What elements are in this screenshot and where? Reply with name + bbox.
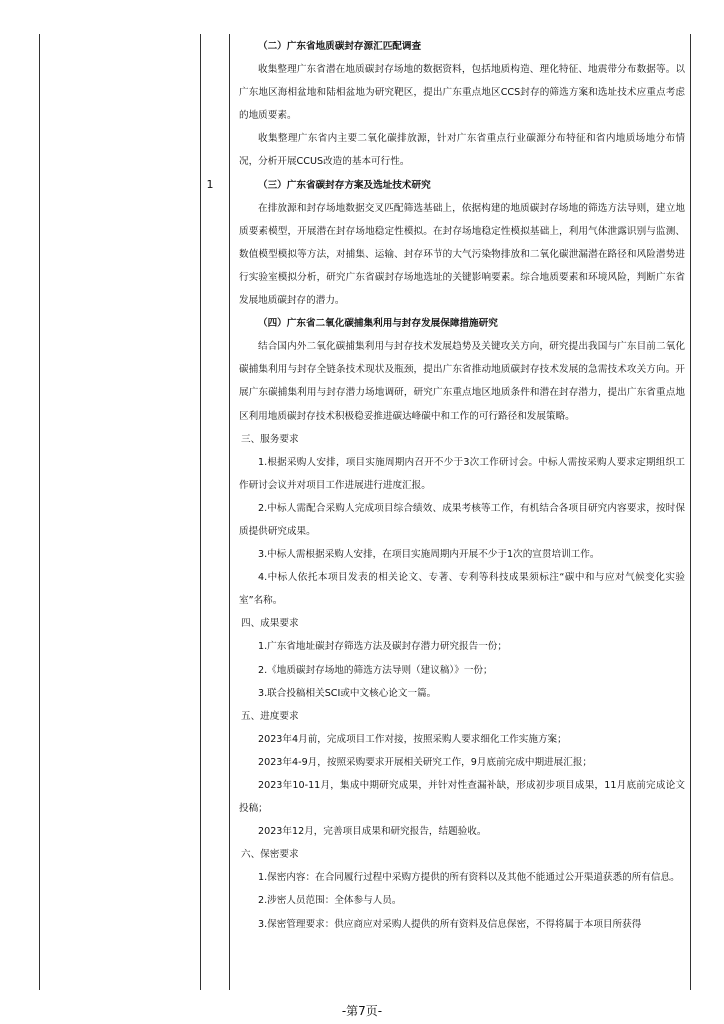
paragraph: 2.涉密人员范围：全体参与人员。 — [258, 895, 402, 907]
document-content — [239, 35, 685, 936]
table-border-right — [690, 34, 691, 990]
paragraph: 2023年10-11月，集成中期研究成果，并针对性查漏补缺，形成初步项目成果，11月底前完成论文投稿； — [239, 780, 685, 815]
paragraph: 2.中标人需配合采购人完成项目综合绩效、成果考核等工作，有机结合各项目研究内容要求，按时保质提供研究成果。 — [239, 502, 685, 537]
section-heading: 六、保密要求 — [241, 849, 299, 861]
paragraph: 结合国内外二氧化碳捕集利用与封存技术发展趋势及关键攻关方向，研究提出我国与广东目前二氧化碳捕集利用与封存全链条技术现状及瓶颈，提出广东省推动地质碳封存技术发展的急需技术攻关方向。开展广东碳捕集利用与封存潜力场地调研，研究广东重点地区地质条件和潜在封存潜力，提出广东省重点地区利用地质碳封存技术积极稳妥推进碳达峰碳中和工作的可行路径和发展策略。 — [239, 341, 685, 422]
paragraph: 3.中标人需根据采购人安排，在项目实施周期内开展不少于1次的宣贯培训工作。 — [258, 549, 600, 561]
paragraph: 2.《地质碳封存场地的筛选方法导则（建议稿）》一份； — [258, 664, 493, 676]
section-heading: 五、进度要求 — [241, 710, 299, 722]
table-divider-2 — [229, 34, 230, 990]
paragraph: 在排放源和封存场地数据交叉匹配筛选基础上，依据构建的地质碳封存场地的筛选方法导则，建立地质要素模型，开展潜在封存场地稳定性模拟。在封存场地稳定性模拟基础上，利用气体泄露识别与监测、数值模型模拟等方法，对捕集、运输、封存环节的大气污染物排放和二氧化碳泄漏潜在路径和风险潜势进行实验室模拟分析，研究广东省碳封存场地选址的关键影响要素。综合地质要素和环境风险，判断广东省发展地质碳封存的潜力。 — [239, 202, 685, 307]
paragraph: 3.保密管理要求：供应商应对采购人提供的所有资料及信息保密，不得将属于本项目所获得 — [258, 918, 642, 930]
subsection-heading: （三）广东省碳封存方案及选址技术研究 — [258, 179, 431, 191]
paragraph: 1.保密内容：在合同履行过程中采购方提供的所有资料以及其他不能通过公开渠道获悉的所有信息。 — [258, 872, 680, 884]
subsection-heading: （四）广东省二氧化碳捕集利用与封存发展保障措施研究 — [258, 318, 498, 330]
paragraph: 4.中标人依托本项目发表的相关论文、专著、专利等科技成果须标注“碳中和与应对气候变化实验室”名称。 — [239, 572, 685, 607]
paragraph: 2023年12月，完善项目成果和研究报告，结题验收。 — [258, 826, 487, 838]
paragraph: 2023年4-9月，按照采购要求开展相关研究工作，9月底前完成中期进展汇报； — [258, 756, 593, 768]
section-heading: 三、服务要求 — [241, 433, 299, 445]
paragraph: 收集整理广东省内主要二氧化碳排放源，针对广东省重点行业碳源分布特征和省内地质场地分布情况，分析开展CCUS改造的基本可行性。 — [239, 133, 685, 168]
subsection-heading: （二）广东省地质碳封存源汇匹配调查 — [258, 41, 422, 52]
row-number: 1 — [206, 178, 214, 191]
table-border-left — [39, 34, 40, 990]
paragraph: 2023年4月前，完成项目工作对接，按照采购人要求细化工作实施方案； — [258, 733, 567, 745]
paragraph: 收集整理广东省潜在地质碳封存场地的数据资料，包括地质构造、理化特征、地震带分布数据等。以广东地区海相盆地和陆相盆地为研究靶区，提出广东重点地区CCS封存的筛选方案和选址技术应重点考虑的地质要素。 — [239, 64, 685, 122]
paragraph: 1.广东省地址碳封存筛选方法及碳封存潜力研究报告一份； — [258, 641, 507, 653]
paragraph: 1.根据采购人安排，项目实施周期内召开不少于3次工作研讨会。中标人需按采购人要求定期组织工作研讨会议并对项目工作进展进行进度汇报。 — [239, 456, 685, 491]
table-divider-1 — [200, 34, 201, 990]
paragraph: 3.联合投稿相关SCI或中文核心论文一篇。 — [258, 687, 437, 699]
page-footer: -第7页- — [341, 1004, 383, 1018]
section-heading: 四、成果要求 — [241, 618, 299, 630]
